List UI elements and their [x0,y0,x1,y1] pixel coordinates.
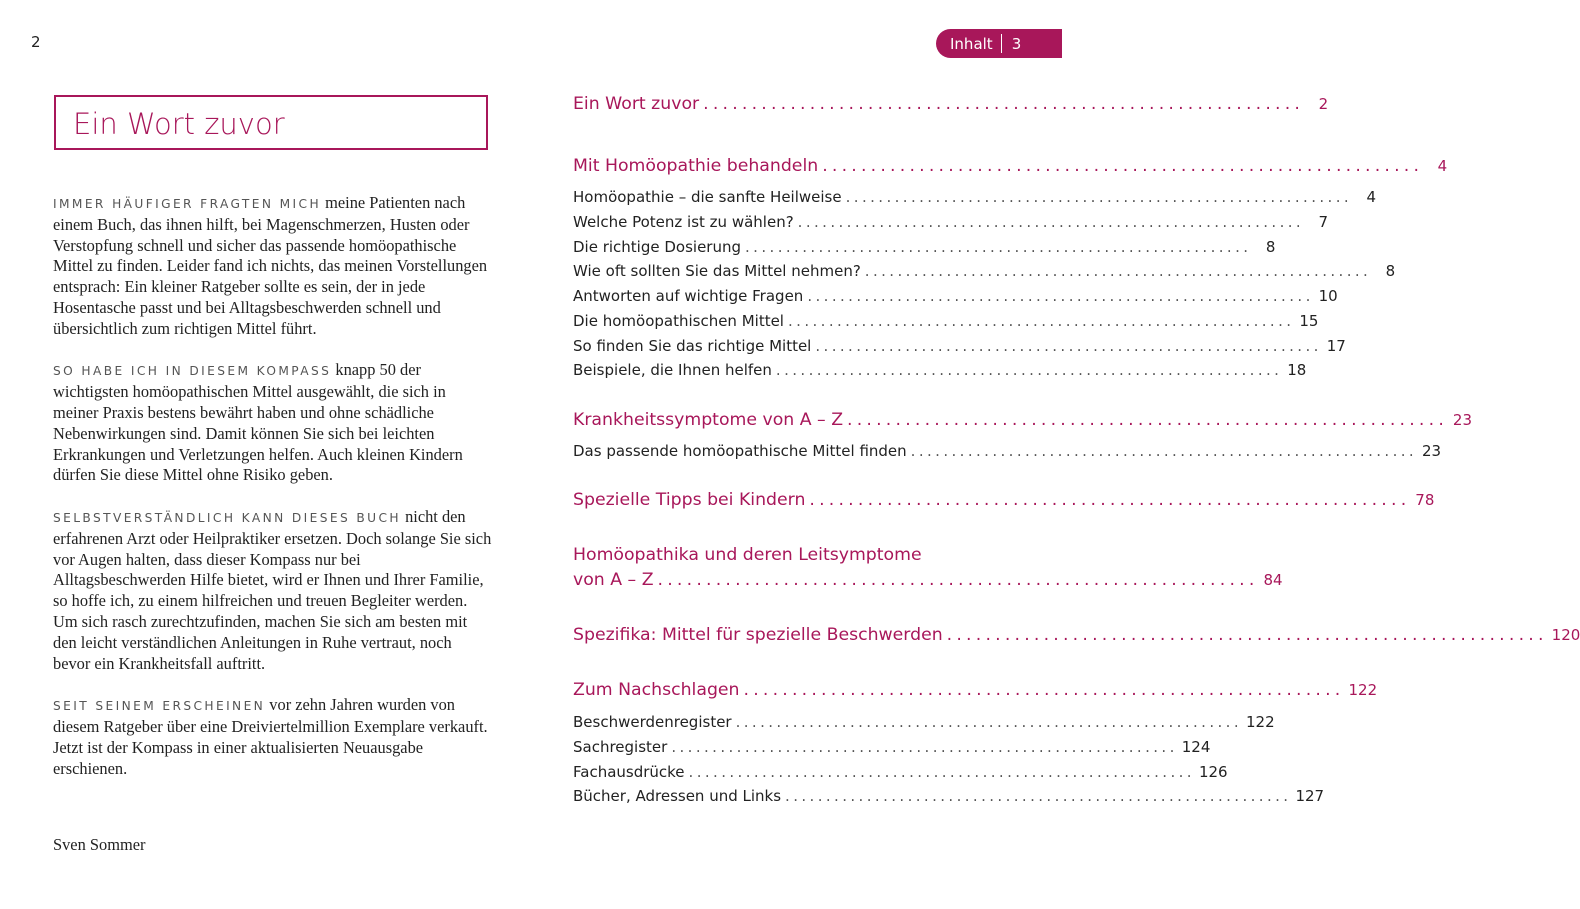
toc-entry-section[interactable] [573,738,1211,756]
toc-page: 8 [1265,238,1276,256]
toc-label: Die homöopathischen Mittel [573,312,784,330]
toc-label: Bücher, Adressen und Links [573,787,782,805]
toc-label: Spezifika: Mittel für spezielle Beschwerden [573,625,943,645]
toc-label: Mit Homöopathie behandeln [573,156,819,176]
toc-leader-dots: .............................................................. [864,262,1372,280]
toc-entry-section[interactable] [573,763,1228,781]
paragraph-body: nicht den erfahrenen Arzt oder Heilpraktiker ersetzen. Doch solange Sie sich vor Augen halten, dass dieser Kompass nur bei Alltagsbeschwerden Hilfe bietet, wird er Ihnen und Ihrer Familie, so hoffe ich, zu einem hilfreichen und treuen Begleiter werden. Um sich rasch zurechtzufinden, machen Sie sich am besten mit den leicht verständlichen Anleitungen in Ruhe vertraut, noch bevor ein Krankheitsfall auftritt. [53,506,492,673]
intro-paragraph-3 [53,507,493,674]
toc-page: 126 [1198,763,1228,781]
toc-label: Krankheitssymptome von A – Z [573,410,844,430]
intro-paragraph-1 [53,193,493,340]
toc-leader-dots: .............................................................. [815,337,1322,355]
toc-label: Die richtige Dosierung [573,238,742,256]
paragraph-lead-caps: SELBSTVERSTÄNDLICH KANN DIESES BUCH [53,510,401,525]
toc-leader-dots: .............................................................. [735,713,1243,731]
toc-label: So finden Sie das richtige Mittel [573,337,812,355]
toc-entry-chapter[interactable] [573,570,1283,590]
paragraph-body: vor zehn Jahren wurden von diesem Ratgeber über eine Dreiviertelmillion Exemplare verkauft. Jetzt ist der Kompass in einer aktualisierten Neuausgabe erschienen. [53,695,488,778]
paragraph-lead-caps: SEIT SEINEM ERSCHEINEN [53,699,266,714]
toc-page: 10 [1318,287,1338,305]
toc-page: 18 [1287,361,1307,379]
toc-page: 78 [1415,491,1435,509]
header-separator [1001,34,1002,53]
toc-entry-chapter[interactable] [573,680,1378,700]
toc-page: 23 [1452,411,1473,429]
left-page-number: 2 [31,33,41,51]
toc-label: Ein Wort zuvor [573,94,700,114]
toc-label: von A – Z [573,570,654,590]
toc-label: Das passende homöopathische Mittel finden [573,442,907,460]
intro-paragraph-4 [53,695,493,779]
toc-page: 122 [1246,713,1275,731]
toc-leader-dots: .............................................................. [809,490,1411,510]
toc-page: 15 [1299,312,1319,330]
toc-page: 127 [1295,787,1325,805]
toc-page: 4 [1366,188,1377,206]
toc-entry-section[interactable] [573,337,1346,355]
title-box [54,95,488,150]
toc-page: 8 [1385,262,1396,280]
toc-entry-section[interactable] [573,213,1329,231]
toc-entry-chapter[interactable] [573,94,1329,114]
toc-entry-section[interactable] [573,442,1442,460]
toc-entry-section[interactable] [573,287,1338,305]
toc-page: 4 [1437,157,1448,175]
toc-leader-dots: .............................................................. [745,238,1252,256]
toc-leader-dots: .............................................................. [910,442,1418,460]
paragraph-lead-caps: IMMER HÄUFIGER FRAGTEN MICH [53,197,322,211]
toc-label: Antworten auf wichtige Fragen [573,287,804,305]
toc-label: Spezielle Tipps bei Kindern [573,490,806,510]
toc-leader-dots: .............................................................. [775,361,1283,379]
toc-page: 120 [1551,626,1580,644]
right-page-number: 3 [1011,34,1022,53]
toc-label: Welche Potenz ist zu wählen? [573,213,794,231]
toc-leader-dots: .............................................................. [797,213,1305,231]
toc-entry-section[interactable] [573,238,1276,256]
section-label: Inhalt [950,34,993,53]
toc-leader-dots: .............................................................. [847,410,1449,430]
toc-page: 124 [1181,738,1211,756]
toc-leader-dots: .............................................................. [822,156,1424,176]
toc-label: Homöopathie – die sanfte Heilweise [573,188,842,206]
toc-entry-section[interactable] [573,713,1275,731]
toc-label: Wie oft sollten Sie das Mittel nehmen? [573,262,861,280]
toc-entry-section[interactable] [573,312,1319,330]
toc-leader-dots: .............................................................. [688,763,1195,781]
paragraph-body: knapp 50 der wichtigsten homöopathischen Mittel ausgewählt, die sich in meiner Praxis bestens bewährt haben und ohne schädliche Nebenwirkungen sind. Damit können Sie sich bei leichten Erkrankungen und Verletzungen helfen. Auch kleinen Kindern dürfen Sie diese Mittel ohne Risiko geben. [53,360,463,485]
toc-leader-dots: .............................................................. [657,570,1259,590]
toc-entry-section[interactable] [573,361,1307,379]
toc-label: Zum Nachschlagen [573,680,740,700]
author-signature: Sven Sommer [53,835,146,854]
toc-page: 7 [1318,213,1329,231]
toc-label-line1: Homöopathika und deren Leitsymptome [573,545,922,565]
page-title: Ein Wort zuvor [73,107,285,141]
paragraph-body: meine Patienten nach einem Buch, das ihnen hilft, bei Magenschmerzen, Husten oder Verstopfung schnell und sicher das passende homöopathische Mittel zu finden. Leider fand ich nichts, das meinen Vorstellungen entsprach: Ein kleiner Ratgeber sollte es sein, der in jede Hosentasche passt und bei Alltagsbeschwerden schnell und übersichtlich zum richtigen Mittel führt. [53,193,488,338]
toc-entry-section[interactable] [573,188,1377,206]
toc-label: Sachregister [573,738,668,756]
toc-page: 84 [1263,571,1283,589]
toc-label: Fachausdrücke [573,763,685,781]
toc-entry-section[interactable] [573,787,1325,805]
toc-leader-dots: .............................................................. [787,312,1295,330]
toc-entry-section[interactable] [573,262,1396,280]
toc-entry-chapter[interactable] [573,156,1448,176]
toc-page: 2 [1318,95,1329,113]
toc-entry-chapter[interactable] [573,490,1435,510]
toc-label: Beschwerdenregister [573,713,732,731]
toc-leader-dots: .............................................................. [946,625,1548,645]
toc-leader-dots: .............................................................. [743,680,1345,700]
paragraph-lead-caps: SO HABE ICH IN DIESEM KOMPASS [53,364,332,379]
intro-paragraph-2 [53,360,493,486]
toc-page: 122 [1348,681,1378,699]
intro-text [53,193,493,800]
toc-leader-dots: .............................................................. [807,287,1314,305]
section-header-tab [936,29,1062,58]
toc-page: 17 [1326,337,1346,355]
toc-page: 23 [1421,442,1442,460]
toc-leader-dots: .............................................................. [671,738,1178,756]
toc-leader-dots: .............................................................. [785,787,1292,805]
toc-label: Beispiele, die Ihnen helfen [573,361,772,379]
toc-leader-dots: .............................................................. [845,188,1353,206]
toc-leader-dots: .............................................................. [703,94,1305,114]
toc-entry-chapter[interactable] [573,410,1473,430]
toc-entry-chapter[interactable] [573,625,1580,645]
